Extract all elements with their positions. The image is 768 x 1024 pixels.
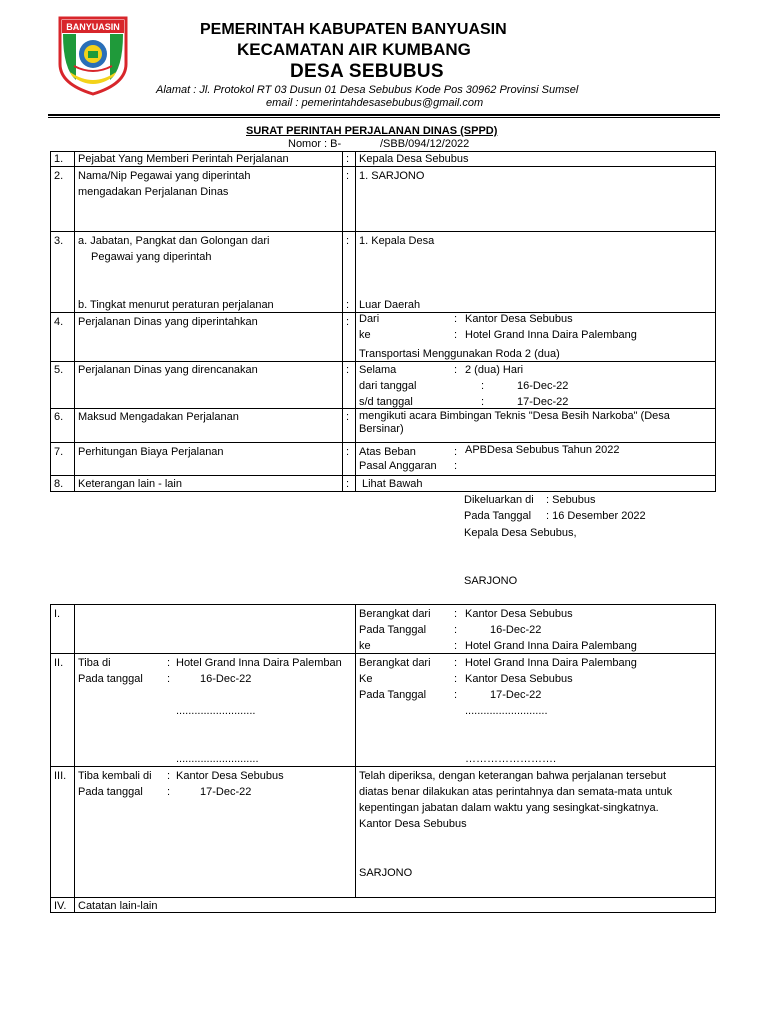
travel-ii-value-1: Hotel Grand Inna Daira Palemban: [176, 657, 342, 669]
row-7-colon: :: [346, 446, 350, 458]
row-5-number: 5.: [54, 364, 64, 376]
travel-ii-key-2: Pada tanggal: [78, 673, 143, 685]
row-8-colon: :: [346, 478, 350, 490]
row-5-value-3: 17-Dec-22: [517, 396, 569, 408]
travel-iii-note-1: Telah diperiksa, dengan keterangan bahwa perjalanan tersebut: [359, 770, 666, 782]
row-6-number: 6.: [54, 411, 64, 423]
travel-i-value-1: Kantor Desa Sebubus: [465, 608, 573, 620]
regency-logo: [56, 14, 130, 96]
travel-i-value-2: 16-Dec-22: [490, 624, 542, 636]
travel-i-number: I.: [54, 608, 61, 620]
travel-i-sep-2: :: [454, 624, 458, 636]
travel-col-divider-2: [355, 604, 356, 897]
travel-ii-signature-line-2: ...........................: [176, 753, 259, 765]
travel-i-sep-1: :: [454, 608, 458, 620]
col-divider-3: [355, 151, 356, 492]
travel-iii-value-1: Kantor Desa Sebubus: [176, 770, 284, 782]
travel-ii-right-signature-line-2: …………………….: [465, 753, 557, 765]
travel-iii-office: Kantor Desa Sebubus: [359, 818, 467, 830]
logo-banner-text: BANYUASIN: [66, 22, 120, 32]
row-8-label: Keterangan lain - lain: [78, 478, 182, 490]
row-7-label: Perhitungan Biaya Perjalanan: [78, 446, 224, 458]
travel-iii-signer-name: SARJONO: [359, 867, 413, 879]
travel-ii-right-value-2: Kantor Desa Sebubus: [465, 673, 573, 685]
row-5-key-3: s/d tanggal: [359, 396, 413, 408]
row-3-value-1: 1. Kepala Desa: [359, 235, 435, 247]
travel-i-sep-3: :: [454, 640, 458, 652]
row-3-colon-2: :: [346, 299, 350, 311]
travel-col-divider-1: [74, 604, 75, 913]
travel-iii-key-1: Tiba kembali di: [78, 770, 152, 782]
row-7-key-1: Atas Beban: [359, 446, 416, 458]
row-5-sep-2: :: [481, 380, 485, 392]
travel-iii-sep-2: :: [167, 786, 171, 798]
header-line-2: KECAMATAN AIR KUMBANG: [237, 40, 471, 59]
row-8-value: Lihat Bawah: [362, 478, 423, 490]
row-4-value-2: Hotel Grand Inna Daira Palembang: [465, 329, 637, 341]
row-4-note: Transportasi Menggunakan Roda 2 (dua): [359, 348, 560, 360]
travel-ii-right-sep-1: :: [454, 657, 458, 669]
row-divider: [50, 442, 716, 443]
travel-ii-right-value-3: 17-Dec-22: [490, 689, 542, 701]
issue-date-label: Pada Tanggal: [464, 510, 532, 522]
travel-ii-key-1: Tiba di: [78, 657, 111, 669]
row-3-value-2: Luar Daerah: [359, 299, 421, 311]
travel-ii-right-value-1: Hotel Grand Inna Daira Palembang: [465, 657, 637, 669]
row-2-number: 2.: [54, 170, 64, 182]
row-2-colon: :: [346, 170, 350, 182]
travel-i-value-3: Hotel Grand Inna Daira Palembang: [465, 640, 637, 652]
header-email: email : pemerintahdesasebubus@gmail.com: [266, 97, 484, 109]
row-1-number: 1.: [54, 153, 64, 165]
travel-i-key-3: ke: [359, 640, 371, 652]
row-6-colon: :: [346, 411, 350, 423]
issued-at-value: : Sebubus: [546, 494, 596, 506]
row-4-sep-1: :: [454, 313, 458, 325]
travel-iii-key-2: Pada tanggal: [78, 786, 143, 798]
travel-iv-number: IV.: [54, 900, 67, 912]
row-7-number: 7.: [54, 446, 64, 458]
row-3-label-1: a. Jabatan, Pangkat dan Golongan dari: [78, 235, 270, 247]
row-5-sep-3: :: [481, 396, 485, 408]
row-6-label: Maksud Mengadakan Perjalanan: [78, 411, 239, 423]
signer-position: Kepala Desa Sebubus,: [464, 527, 577, 539]
row-7-sep-2: :: [454, 460, 458, 472]
travel-iii-note-3: kepentingan jabatan dalam waktu yang sesingkat-singkatnya.: [359, 802, 659, 814]
row-divider: [50, 231, 716, 232]
travel-ii-number: II.: [54, 657, 64, 669]
travel-ii-value-2: 16-Dec-22: [200, 673, 252, 685]
row-5-value-2: 16-Dec-22: [517, 380, 569, 392]
row-5-value-1: 2 (dua) Hari: [465, 364, 524, 376]
row-3-number: 3.: [54, 235, 64, 247]
row-1-colon: :: [346, 153, 350, 165]
row-5-colon: :: [346, 364, 350, 376]
travel-ii-sep-2: :: [167, 673, 171, 685]
header-address: Alamat : Jl. Protokol RT 03 Dusun 01 Desa Sebubus Kode Pos 30962 Provinsi Sumsel: [156, 84, 579, 96]
travel-row-divider: [50, 653, 716, 654]
row-8-number: 8.: [54, 478, 64, 490]
col-divider-2: [342, 151, 343, 492]
row-2-value: 1. SARJONO: [359, 170, 425, 182]
travel-iii-value-2: 17-Dec-22: [200, 786, 252, 798]
travel-row-divider: [50, 766, 716, 767]
travel-ii-sep-1: :: [167, 657, 171, 669]
document-title: SURAT PERINTAH PERJALANAN DINAS (SPPD): [246, 125, 498, 137]
row-3-label-2: Pegawai yang diperintah: [91, 251, 212, 263]
row-4-number: 4.: [54, 316, 64, 328]
travel-ii-right-key-2: Ke: [359, 673, 373, 685]
row-7-sep-1: :: [454, 446, 458, 458]
travel-row-divider: [50, 897, 716, 898]
issue-date-value: : 16 Desember 2022: [546, 510, 646, 522]
row-6-value: mengikuti acara Bimbingan Teknis "Desa Besih Narkoba" (Desa Bersinar): [359, 410, 670, 435]
travel-ii-right-signature-line-1: ...........................: [465, 705, 548, 717]
document-number-label: Nomor : B-: [288, 138, 342, 150]
row-4-label: Perjalanan Dinas yang diperintahkan: [78, 316, 258, 328]
document-number-value: /SBB/094/12/2022: [380, 138, 470, 150]
row-4-sep-2: :: [454, 329, 458, 341]
row-divider: [50, 166, 716, 167]
travel-ii-right-sep-3: :: [454, 689, 458, 701]
header-line-1: PEMERINTAH KABUPATEN BANYUASIN: [200, 21, 507, 38]
travel-ii-signature-line-1: ..........................: [176, 705, 256, 717]
row-3-label-3: b. Tingkat menurut peraturan perjalanan: [78, 299, 274, 311]
travel-iv-label: Catatan lain-lain: [78, 900, 158, 912]
row-7-key-2: Pasal Anggaran: [359, 460, 437, 472]
header-divider-thin: [48, 117, 720, 118]
row-5-key-2: dari tanggal: [359, 380, 417, 392]
travel-i-key-1: Berangkat dari: [359, 608, 431, 620]
travel-ii-right-key-1: Berangkat dari: [359, 657, 431, 669]
issued-at-label: Dikeluarkan di: [464, 494, 534, 506]
row-4-key-2: ke: [359, 329, 371, 341]
travel-ii-right-key-3: Pada Tanggal: [359, 689, 427, 701]
travel-iii-note-2: diatas benar dilakukan atas perintahnya dan semata-mata untuk: [359, 786, 673, 798]
row-4-value-1: Kantor Desa Sebubus: [465, 313, 573, 325]
row-4-colon: :: [346, 316, 350, 328]
col-divider-1: [74, 151, 75, 492]
row-1-label: Pejabat Yang Memberi Perintah Perjalanan: [78, 153, 289, 165]
row-7-value-1: APBDesa Sebubus Tahun 2022: [465, 444, 620, 456]
signer-name: SARJONO: [464, 575, 518, 587]
travel-iii-sep-1: :: [167, 770, 171, 782]
row-2-label-2: mengadakan Perjalanan Dinas: [78, 186, 229, 198]
row-1-value: Kepala Desa Sebubus: [359, 153, 469, 165]
row-5-label: Perjalanan Dinas yang direncanakan: [78, 364, 258, 376]
row-4-key-1: Dari: [359, 313, 380, 325]
row-3-colon-1: :: [346, 235, 350, 247]
travel-iii-number: III.: [54, 770, 67, 782]
travel-ii-right-sep-2: :: [454, 673, 458, 685]
travel-i-key-2: Pada Tanggal: [359, 624, 427, 636]
row-5-sep-1: :: [454, 364, 458, 376]
row-2-label-1: Nama/Nip Pegawai yang diperintah: [78, 170, 251, 182]
row-divider: [50, 361, 716, 362]
row-divider: [50, 312, 716, 313]
header-divider: [48, 114, 720, 116]
row-divider: [50, 475, 716, 476]
header-line-3: DESA SEBUBUS: [290, 61, 444, 82]
row-5-key-1: Selama: [359, 364, 397, 376]
